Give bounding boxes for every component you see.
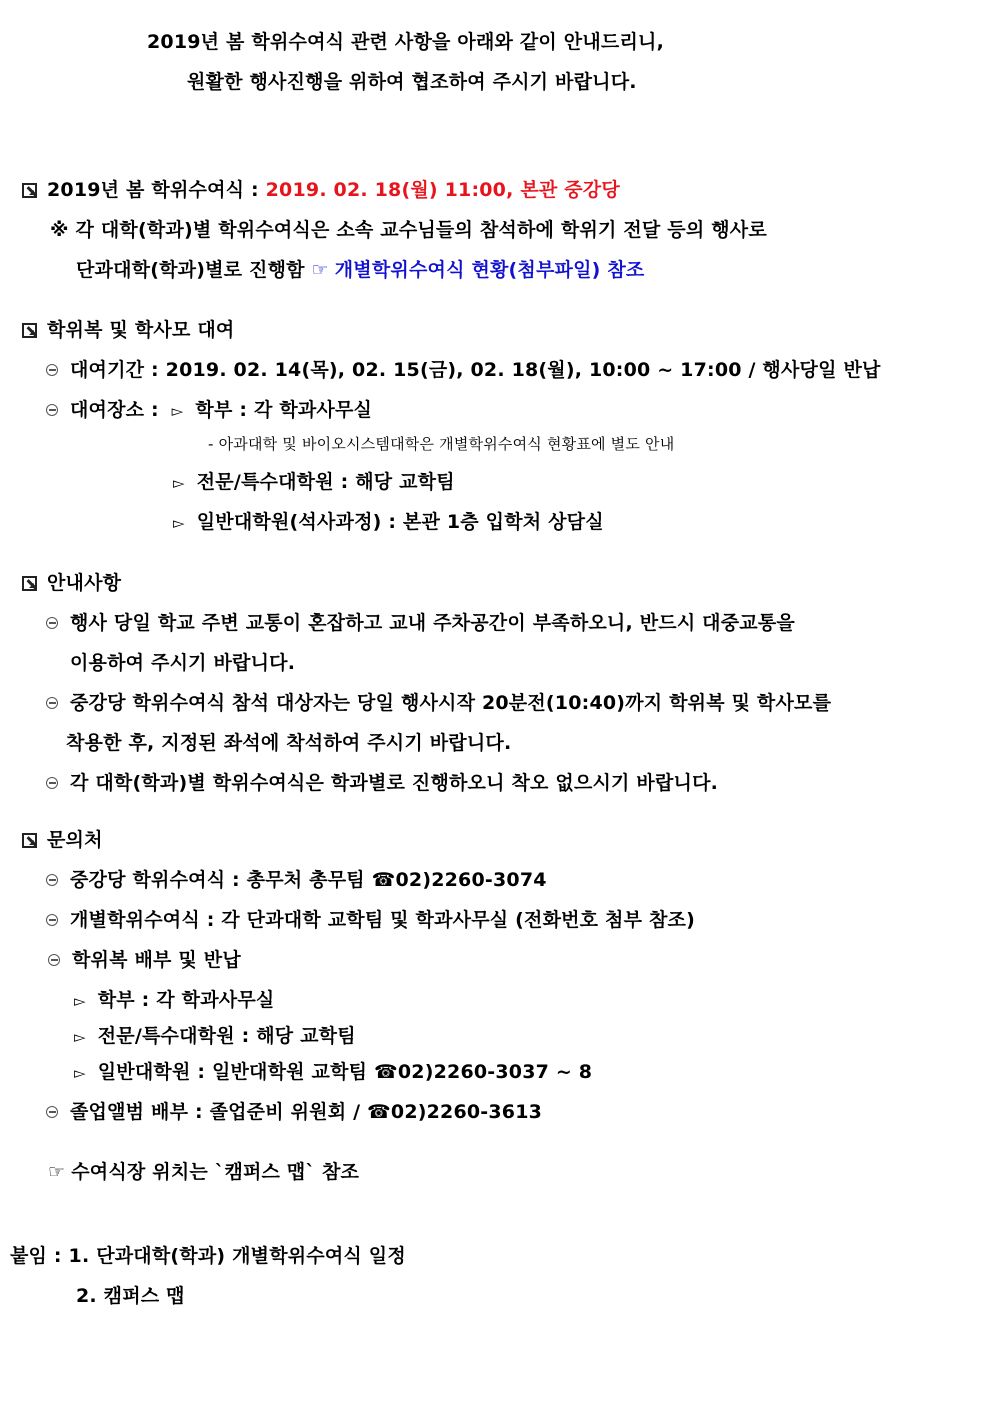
- checkbox-arrow-icon: [22, 833, 37, 848]
- rental-place-professional: [173, 470, 455, 495]
- map-reference: [48, 1160, 359, 1184]
- attachment-reference-link: 개별학위수여식 현황(첨부파일) 참조: [334, 259, 645, 281]
- section-notice-heading: [22, 571, 121, 595]
- rental-place-undergrad: 학부 : 각 학과사무실: [195, 399, 373, 421]
- checkbox-arrow-icon: [22, 323, 37, 338]
- map-reference-text: 수여식장 위치는 `캠퍼스 맵` 참조: [71, 1161, 360, 1183]
- circle-bullet-icon: [46, 404, 58, 416]
- contact-sub-3: [74, 1060, 592, 1085]
- pointing-hand-icon: ☞: [48, 1161, 66, 1183]
- contact-item-2-text: 개별학위수여식 : 각 단과대학 교학팀 및 학과사무실 (전화번호 첨부 참조): [70, 909, 695, 931]
- contact-sub-2: [74, 1024, 356, 1049]
- circle-bullet-icon: [46, 874, 58, 886]
- rental-place: [46, 398, 372, 423]
- contact-item-4: [46, 1100, 542, 1124]
- rental-period: [46, 358, 881, 382]
- notice-item-2: [46, 691, 831, 715]
- rental-place-label: 대여장소 :: [70, 399, 159, 421]
- triangle-bullet-icon: ▻: [74, 1064, 86, 1082]
- section-notice-title: 안내사항: [47, 572, 122, 594]
- rental-place-professional-text: 전문/특수대학원 : 해당 교학팀: [196, 471, 455, 493]
- ceremony-note-line-1: ※ 각 대학(학과)별 학위수여식은 소속 교수님들의 참석하에 학위기 전달 등의 행사로: [50, 219, 767, 241]
- contact-sub-2-text: 전문/특수대학원 : 해당 교학팀: [97, 1025, 356, 1047]
- section-rental-title: 학위복 및 학사모 대여: [47, 319, 235, 341]
- checkbox-arrow-icon: [22, 576, 37, 591]
- triangle-bullet-icon: ▻: [173, 514, 185, 532]
- contact-item-4-text: 졸업앨범 배부 : 졸업준비 위원회 / ☎02)2260-3613: [70, 1101, 543, 1123]
- circle-bullet-icon: [46, 697, 58, 709]
- contact-item-1: [46, 868, 547, 892]
- section-rental-heading: [22, 318, 234, 342]
- contact-item-2: [46, 908, 695, 932]
- notice-item-3: [46, 771, 718, 795]
- triangle-bullet-icon: ▻: [74, 992, 86, 1010]
- rental-place-graduate-text: 일반대학원(석사과정) : 본관 1층 입학처 상담실: [196, 511, 604, 533]
- rental-period-text: 대여기간 : 2019. 02. 14(목), 02. 15(금), 02. 18(월), 10:00 ~ 17:00 / 행사당일 반납: [70, 359, 881, 381]
- notice-item-1-cont: 이용하여 주시기 바랍니다.: [70, 652, 296, 674]
- pointing-hand-icon: ☞: [311, 259, 329, 281]
- circle-bullet-icon: [46, 1106, 58, 1118]
- contact-sub-1: [74, 988, 274, 1013]
- rental-place-graduate: [173, 510, 604, 535]
- notice-item-1: [46, 611, 795, 635]
- circle-bullet-icon: [48, 954, 60, 966]
- rental-place-undergrad-note: - 아과대학 및 바이오시스템대학은 개별학위수여식 현황표에 별도 안내: [208, 435, 675, 453]
- intro-line-2: 원활한 행사진행을 위하여 협조하여 주시기 바랍니다.: [187, 71, 637, 93]
- triangle-bullet-icon: ▻: [171, 402, 184, 420]
- notice-item-2-text: 중강당 학위수여식 참석 대상자는 당일 행사시작 20분전(10:40)까지 학위복 및 학사모를: [70, 692, 832, 714]
- circle-bullet-icon: [46, 364, 58, 376]
- contact-sub-1-text: 학부 : 각 학과사무실: [97, 989, 275, 1011]
- ceremony-note-text: 단과대학(학과)별로 진행함: [76, 259, 305, 281]
- attachment-line-1: 붙임 : 1. 단과대학(학과) 개별학위수여식 일정: [10, 1245, 406, 1267]
- attachment-line-2: 2. 캠퍼스 맵: [76, 1285, 185, 1307]
- contact-sub-3-text: 일반대학원 : 일반대학원 교학팀 ☎02)2260-3037 ~ 8: [97, 1061, 593, 1083]
- circle-bullet-icon: [46, 777, 58, 789]
- notice-item-2-cont: 착용한 후, 지정된 좌석에 착석하여 주시기 바랍니다.: [66, 732, 512, 754]
- contact-item-3-text: 학위복 배부 및 반납: [72, 949, 241, 971]
- section-contact-heading: [22, 828, 103, 852]
- intro-line-1: 2019년 봄 학위수여식 관련 사항을 아래와 같이 안내드리니,: [147, 31, 664, 53]
- contact-item-3: [48, 948, 241, 972]
- circle-bullet-icon: [46, 914, 58, 926]
- notice-item-3-text: 각 대학(학과)별 학위수여식은 학과별로 진행하오니 착오 없으시기 바랍니다.: [70, 772, 719, 794]
- triangle-bullet-icon: ▻: [74, 1028, 86, 1046]
- ceremony-note-line-2: [76, 258, 644, 282]
- contact-item-1-text: 중강당 학위수여식 : 총무처 총무팀 ☎02)2260-3074: [70, 869, 547, 891]
- section-ceremony-title: 2019년 봄 학위수여식 :: [47, 179, 259, 201]
- notice-item-1-text: 행사 당일 학교 주변 교통이 혼잡하고 교내 주차공간이 부족하오니, 반드시 대중교통을: [70, 612, 795, 634]
- ceremony-datetime-place: 2019. 02. 18(월) 11:00, 본관 중강당: [265, 179, 620, 201]
- section-contact-title: 문의처: [47, 829, 103, 851]
- checkbox-arrow-icon: [22, 183, 37, 198]
- circle-bullet-icon: [46, 617, 58, 629]
- triangle-bullet-icon: ▻: [173, 474, 185, 492]
- section-ceremony-heading: [22, 178, 620, 202]
